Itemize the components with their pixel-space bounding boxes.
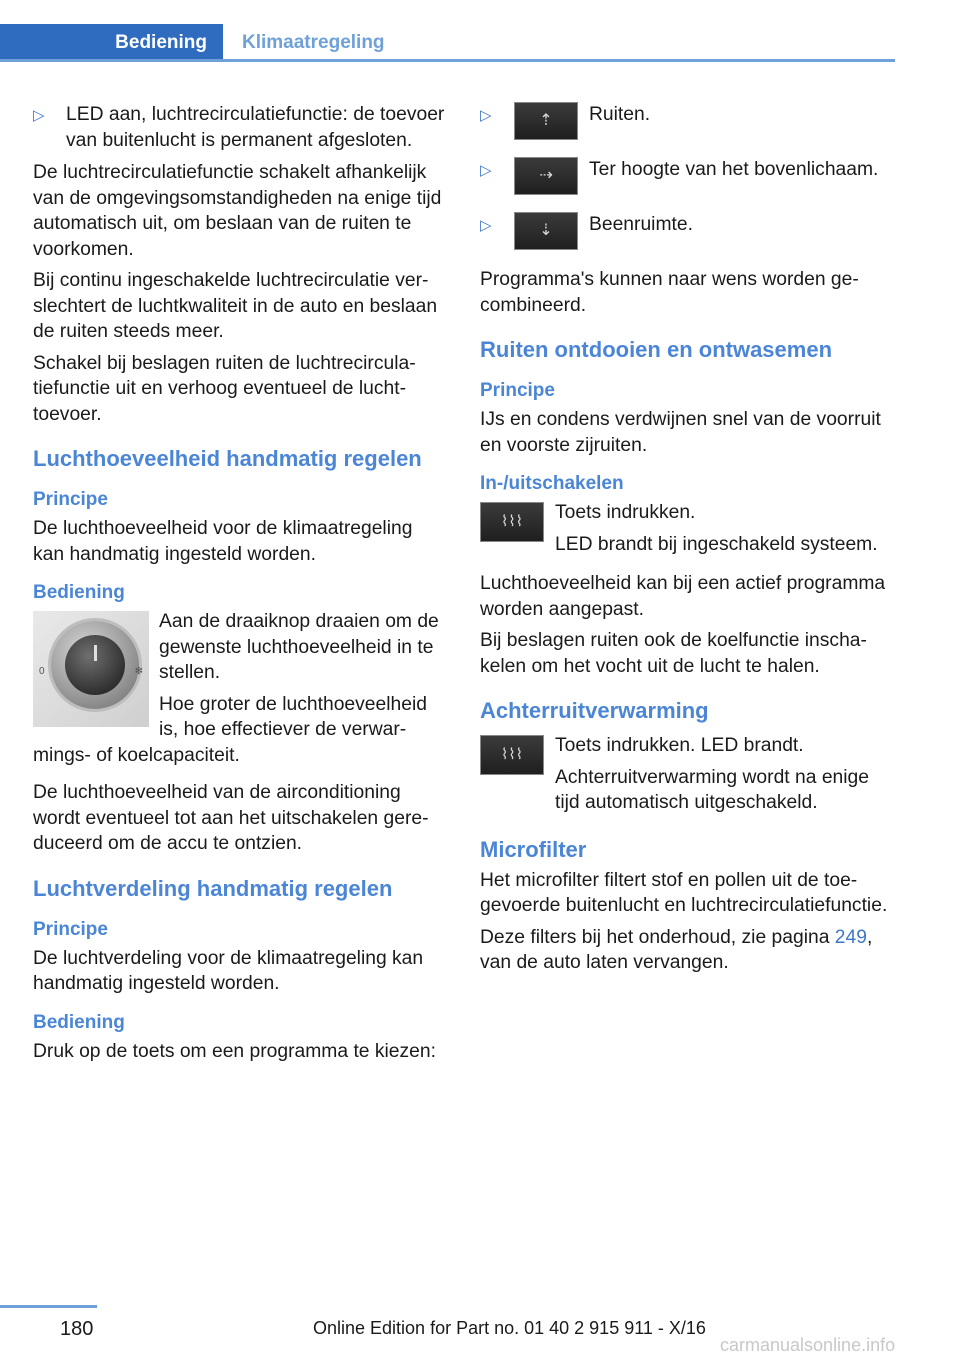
program-item (480, 102, 895, 140)
footwell-airflow-icon: ⇣ (514, 212, 578, 250)
tab-bediening[interactable]: Bediening (0, 24, 223, 62)
defrost-row (480, 500, 895, 563)
paragraph: Bij beslagen ruiten ook de koelfunctie inschakelen om het vocht uit de lucht te halen. (480, 630, 867, 677)
fan-icon: ✻ (134, 666, 143, 677)
paragraph: De luchthoeveelheid van de airconditioning wordt eventueel tot aan het uitschakelen gereduceerd om de accu te ontzien. (33, 782, 429, 854)
paragraph: Toets indrukken. (555, 502, 696, 523)
knob-zero-label: 0 (39, 666, 45, 677)
paragraph: Luchthoeveelheid kan bij een actief programma worden aangepast. (480, 573, 886, 620)
program-label: Beenruimte. (589, 214, 693, 235)
paragraph: Druk op de toets om een programma te kiezen: (33, 1040, 436, 1062)
paragraph: Achterruitverwarming wordt na enige tijd automatisch uitgeschakeld. (555, 766, 869, 813)
watermark: carmanualsonline.info (720, 1335, 896, 1355)
section-heading-distribution: Luchtverdeling handmatig regelen (33, 875, 393, 901)
bullet-triangle-icon: ▷ (33, 107, 45, 124)
program-label: Ter hoogte van het bovenlichaam. (589, 159, 879, 180)
rear-window-heating-icon: ⌇⌇⌇ (480, 735, 544, 775)
knob-ring (51, 621, 139, 709)
bullet-triangle-icon: ▷ (480, 107, 492, 124)
paragraph: LED brandt bij ingeschakeld systeem. (555, 533, 878, 555)
paragraph: Aan de draaiknop draaien om de gewenste luchthoeveelheid in te stellen. (159, 611, 439, 683)
page-number: 180 (60, 1318, 94, 1340)
subheading-principe: Principe (33, 489, 108, 510)
program-item (480, 212, 895, 250)
paragraph: Programma's kunnen naar wens worden gecombineerd. (480, 269, 859, 316)
edition-text: Online Edition for Part no. 01 40 2 915 911 - X/16 (313, 1318, 706, 1338)
paragraph (480, 925, 895, 976)
paragraph: Schakel bij beslagen ruiten de luchtrecirculatiefunctie uit en verhoog eventueel de luchttoevoer. (33, 352, 416, 425)
header-bar (0, 0, 895, 62)
section-heading-defrost: Ruiten ontdooien en ontwasemen (480, 337, 833, 362)
subheading-principe: Principe (33, 918, 108, 940)
filter-text-end: van de auto laten vervangen. (480, 952, 729, 973)
paragraph: Toets indrukken. LED brandt. (555, 735, 804, 756)
knob-indicator (94, 645, 97, 661)
subheading-bediening: Bediening (33, 582, 125, 603)
subheading-switch: In-/uitschakelen (480, 473, 624, 494)
program-item (480, 157, 895, 195)
right-column (480, 102, 895, 982)
header-divider (0, 59, 895, 62)
windshield-defrost-icon: ⌇⌇⌇ (480, 502, 544, 542)
tab-klimaatregeling[interactable]: Klimaatregeling (242, 32, 385, 53)
section-heading-rear: Achterruitverwarming (480, 698, 709, 723)
paragraph: De luchtverdeling voor de klimaatregeling kan handmatig ingesteld worden. (33, 947, 424, 994)
knob-inner (65, 635, 125, 695)
section-heading-microfilter: Microfilter (480, 836, 587, 862)
program-label: Ruiten. (589, 104, 651, 125)
subheading-principe: Principe (480, 380, 555, 401)
upper-body-airflow-icon: ⇢ (514, 157, 578, 195)
footer-divider (0, 1305, 97, 1308)
windshield-airflow-icon: ⇡ (514, 102, 578, 140)
bullet-triangle-icon: ▷ (480, 162, 492, 179)
paragraph: Hoe groter de luchthoeveelheid is, hoe effectiever de verwarmings- of koelcapaciteit. (33, 693, 427, 766)
paragraph: Het microfilter filtert stof en pollen uit de toegevoerde buitenlucht en luchtrecirculatiefunctie. (480, 869, 888, 916)
knob-block (33, 609, 447, 768)
left-column (33, 102, 447, 1070)
page-link[interactable]: 249 (834, 926, 867, 948)
paragraph: IJs en condens verdwijnen snel van de voorruit en voorste zijruiten. (480, 409, 881, 456)
filter-comma: , (866, 926, 873, 948)
list-item (33, 102, 447, 153)
paragraph: De luchtrecirculatiefunctie schakelt afhankelijk van de omgevingsomstandigheden na enige tijd automatisch uit, om beslaan van de ruiten te voorkomen. (33, 162, 442, 260)
subheading-bediening: Bediening (33, 1011, 125, 1033)
filter-text: Deze filters bij het onderhoud, zie pagina (480, 926, 835, 948)
airflow-knob-image (33, 611, 149, 727)
paragraph: De luchthoeveelheid voor de klimaatregeling kan handmatig ingesteld worden. (33, 518, 413, 565)
bullet-text: LED aan, luchtrecirculatiefunctie: de toevoer van buitenlucht is permanent afgesloten. (66, 104, 445, 151)
bullet-triangle-icon: ▷ (480, 217, 492, 234)
paragraph: Bij continu ingeschakelde luchtrecirculatie verslechtert de luchtkwaliteit in de auto en beslaan de ruiten steeds meer. (33, 270, 438, 342)
rear-defrost-row (480, 733, 895, 816)
section-heading-airflow: Luchthoeveelheid handmatig regelen (33, 446, 422, 471)
